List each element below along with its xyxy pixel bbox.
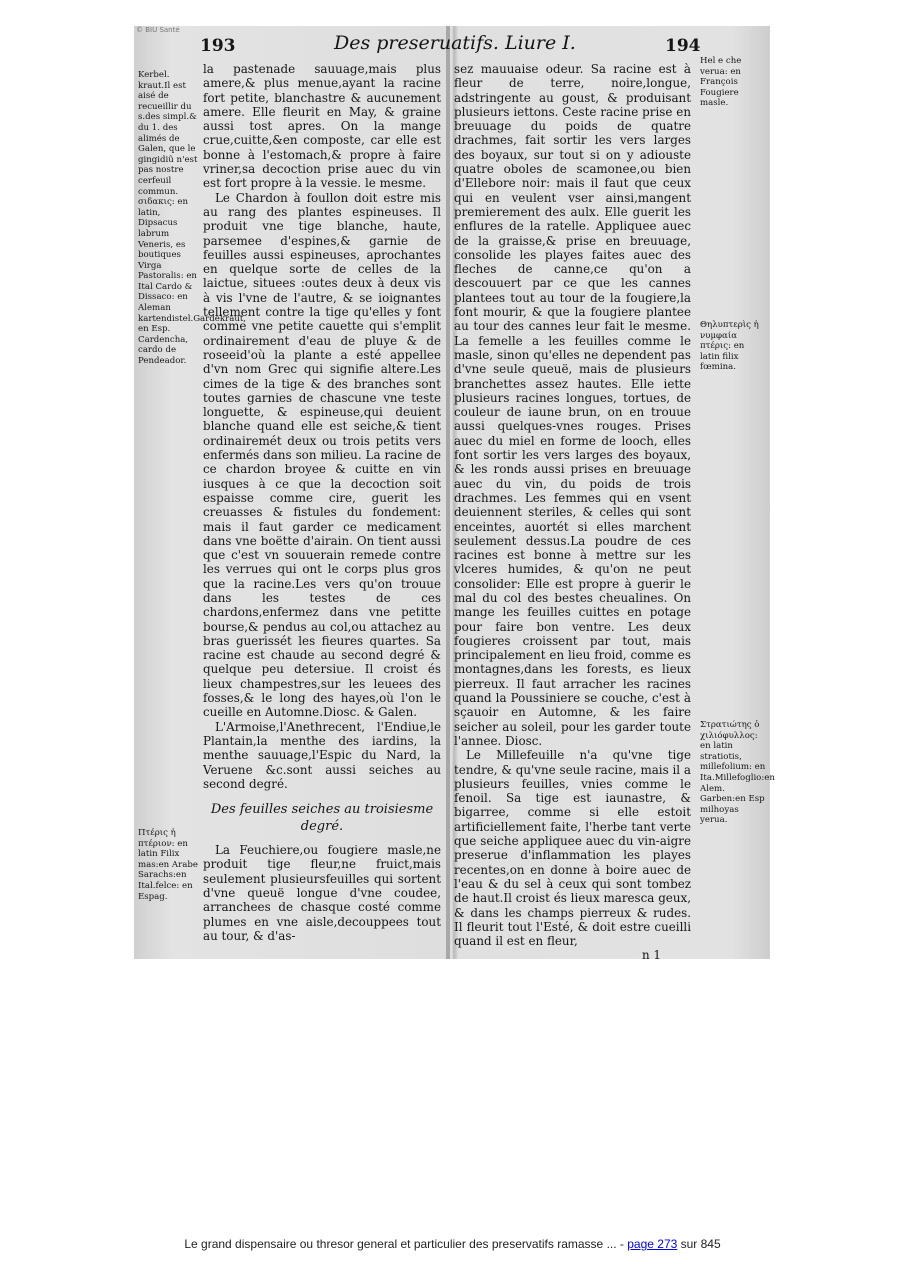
caption-title: Le grand dispensaire ou thresor general et particulier des preservatifs ramasse ... - — [184, 1237, 628, 1251]
right-text-column — [454, 62, 691, 963]
book-gutter — [446, 26, 450, 959]
paragraph: la pastenade sauuage,mais plus amere,& plus menue,ayant la racine fort petite, blanchastre & aucunement amere. Elle fleurit en May, & graine aussi tost apres. On la mange crue,cuitte,&en composte, car elle est bonne à l'estomach,& propre à faire vriner,sa decoction prise auec du vin est fort propre à la vessie. le mesme. — [203, 62, 441, 191]
paragraph: La Feuchiere,ou fougiere masle,ne produit tige fleur,ne fruict,mais seulement plusieursfeuilles qui sortent d'vne queuë longue d'vne coudee, arranchees de chasque costé comme plumes en vne aisle,decouppees tout au tour, & d'as- — [203, 843, 441, 943]
right-margin-note-bottom: Στρατιώτης ὁ χιλιόφυλλος: en latin stratiotis, millefolium: en Ita.Millefoglio:en Alem. Garben:en Esp milhoyas yerua. — [700, 720, 775, 826]
paragraph: Le Chardon à foullon doit estre mis au rang des plantes espineuses. Il produit vne tige blanche, haute, parsemee d'espines,& garnie de feuilles aussi espineuses, aprochantes en quelque sorte de celles de la laictue, situees :outes deux à deux vis à vis l'vne de l'autre, & se ioignantes tellement contre la tige qu'elles y font comme vne petite cauette qui s'emplit ordinairement d'eau de pluye & de roseeid'où la plante a esté appellee d'vn nom Grec qui signifie altere.Les cimes de la tige & des branches sont toutes garnies de chascune vne teste longuette, & espineuse,qui deuient blanche quand elle est seiche,& tient ordinairemét deux ou trois petits vers enfermés dans son milieu. La racine de ce chardon broyee & cuitte en vin iusques à ce que la decoction soit espaisse comme cire, guerit les creuasses & fistules du fondement: mais il faut garder ce medicament dans vne boëtte d'airain. On tient aussi que c'est vn souuerain remede contre les verrues qui ont le corps plus gros que la racine.Les vers qu'on trouue dans les testes de ces chardons,enfermez dans vne petitte bourse,& pendus au col,ou attachez au bras guerissét les fieures quartes. Sa racine est chaude au second degré & quelque peu detersiue. Il croist és lieux champestres,sur les leuees des fosses,& le long des hayes,où l'on le cueille en Automne.Diosc. & Galen. — [203, 190, 441, 720]
caption-total: sur 845 — [677, 1237, 721, 1251]
running-title: Des preseruatifs. Liure I. — [334, 32, 576, 54]
signature-mark: n 1 — [641, 948, 661, 963]
right-margin-note-middle: Θηλυπτερὶς ἡ νυμφαία πτέρις: en latin filix fœmina. — [700, 320, 759, 373]
page-link[interactable]: page 273 — [627, 1237, 678, 1251]
paragraph: L'Armoise,l'Anethrecent, l'Endiue,le Plantain,la menthe des iardins, la menthe sauuage,l'Espic du Nard, la Veruene &c.sont aussi seiches au second degré. — [203, 719, 441, 791]
left-margin-note-top: Kerbel. kraut.Il est aisé de recueillir du s.des simpl.& du 1. des alimés de Galen, que le gingidiû n'est pas nostre cerfeuil commun. σιδακις: en latin, Dipsacus labrum Veneris, es boutiques Virga Pastoralis: en Ital Cardo & Dissaco: en Aleman kartendistel.Gardekraut, en Esp. Cardencha, cardo de Pendeador. — [138, 70, 247, 367]
left-page-number: 193 — [200, 36, 236, 56]
paragraph: Le Millefeuille n'a qu'vne tige tendre, & qu'vne seule racine, mais il a plusieurs feuilles, vnies comme le fenoil. Sa tige est iaunastre, & bigarree, comme si elle estoit artificiellement faite, l'herbe tant verte que seiche appliquee auec du vin-aigre preserue d'inflammation les playes recentes,on en donne à boire auec de l'eau & du sel à ceux qui sont tombez de haut.Il croist és lieux maresca geux, & dans les champs pierreux & rudes. Il fleurit tout l'Esté, & doit estre cueilli quand il est en fleur, — [454, 748, 691, 949]
right-page-number: 194 — [665, 36, 701, 56]
scanned-page-image — [134, 26, 775, 963]
paragraph: sez mauuaise odeur. Sa racine est à fleur de terre, noire,longue, adstringente au goust, & produisant plusieurs iettons. Ceste racine prise en breuuage du poids de quatre drachmes, fait sortir les vers larges des boyaux, sur tout si on y adiouste quatre oboles de scamonee,ou bien d'Ellebore noir: mais il faut que ceux qui en veulent vser ainsi,mangent premierement des aulx. Elle guerit les enflures de la ratelle. Appliquee auec de la graisse,& prise en breuuage, consolide les playes faites auec des fleches de canne,ce qu'on a descouuert par ce que les cannes plantees tout au tour de la fougiere,la font mourir, & que la fougiere plantee au tour des cannes leur fait le mesme. La femelle a les feuilles comme le masle, sinon qu'elles ne dependent pas d'vne seule queuë, mais de plusieurs branchettes assez hautes. Elle iette plusieurs racines longues, tortues, de couleur de iaune brun, on en trouue aussi quelques-vnes rouges. Prises auec du miel en forme de looch, elles font sortir les vers larges des boyaux, & les ronds aussi prises en breuuage auec du vin, du poids de trois drachmes. Les femmes qui en vsent deuiennent steriles, & celles qui sont enceintes, auortét si elles marchent seulement dessus.La poudre de ces racines est bonne à mettre sur les vlceres humides, & qu'on ne peut consolider: Elle est propre à guerir le mal du col des bestes cheualines. On mange les feuilles cuittes en potage pour faire bon ventre. Les deux fougieres croissent par tout, mais principalement en lieu froid, comme es montagnes,dans les forests, es lieux pierreux. Il faut arracher les racines quand la Poussiniere se couche, c'est à sçauoir en Automne, & les faire seicher au soleil, pour les garder toute l'annee. Diosc. — [454, 62, 691, 748]
left-margin-note-bottom: Πτέρις ἡ πτέριον: en latin Filix mas:en Arabe Sarachs:en Ital.felce: en Espag. — [138, 828, 198, 902]
watermark: © BIU Santé — [136, 26, 180, 34]
page-caption — [0, 1237, 905, 1251]
left-text-column — [203, 62, 441, 952]
section-title: Des feuilles seiches au troisiesme degré. — [210, 802, 434, 835]
right-margin-note-top: Hel e che verua: en François Fougiere masle. — [700, 56, 742, 109]
